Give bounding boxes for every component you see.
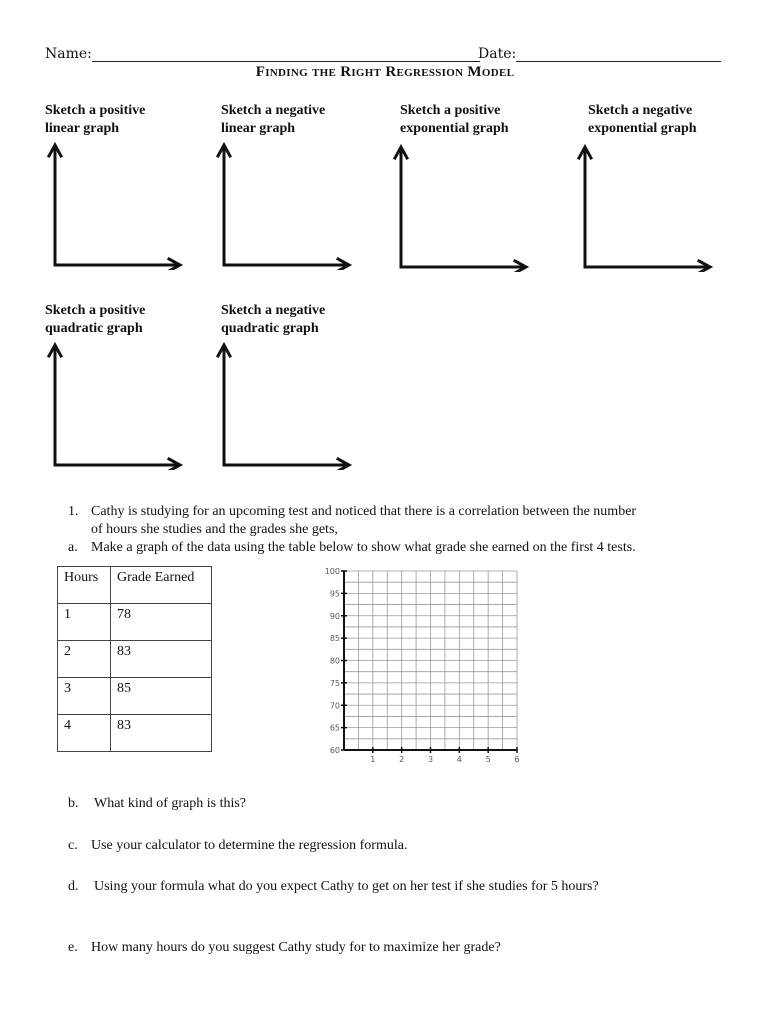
y-tick-label: 75 <box>329 678 340 688</box>
date-row <box>478 46 721 62</box>
table-cell-hours: 3 <box>58 678 111 715</box>
question-e-letter: e. <box>68 940 78 955</box>
sketch-label-negative-exponential <box>588 102 697 138</box>
sketch-axes-negative-linear[interactable] <box>214 140 364 270</box>
sketch-label-positive-exponential <box>400 102 509 138</box>
table-row <box>58 604 212 641</box>
table-cell-hours: 4 <box>58 715 111 752</box>
question-b-letter: b. <box>68 796 79 811</box>
sketch-label-line1: Sketch a positive <box>45 103 146 118</box>
page-title: Finding the Right Regression Model <box>255 64 515 80</box>
table-header-grade: Grade Earned <box>111 567 212 604</box>
grade-graph-grid[interactable] <box>320 564 530 766</box>
question-1-line1: Cathy is studying for an upcoming test and noticed that there is a correlation between the number <box>91 504 637 519</box>
name-label: Name: <box>45 46 92 62</box>
sketch-label-line1: Sketch a negative <box>588 103 693 118</box>
sketch-axes-positive-exponential[interactable] <box>391 142 541 272</box>
x-tick-label: 4 <box>456 755 462 764</box>
sketch-label-line1: Sketch a positive <box>400 103 501 118</box>
table-cell-grade: 83 <box>111 641 212 678</box>
question-1-text <box>91 503 751 539</box>
y-tick-label: 65 <box>329 723 340 733</box>
sketch-label-line2: quadratic graph <box>45 321 143 336</box>
x-tick-label: 5 <box>485 755 491 764</box>
table-cell-grade: 78 <box>111 604 212 641</box>
date-label: Date: <box>478 46 517 62</box>
question-1a-text: Make a graph of the data using the table below to show what grade she earned on the first 4 tests. <box>91 540 636 555</box>
question-b-text: What kind of graph is this? <box>94 796 247 811</box>
name-field[interactable] <box>92 47 480 62</box>
table-row <box>58 678 212 715</box>
sketch-label-negative-quadratic <box>221 302 325 338</box>
table-cell-grade: 83 <box>111 715 212 752</box>
question-1-line2: of hours she studies and the grades she gets, <box>91 522 338 537</box>
x-tick-label: 6 <box>514 755 520 764</box>
table-row <box>58 715 212 752</box>
sketch-label-positive-linear <box>45 102 145 138</box>
table-cell-grade: 85 <box>111 678 212 715</box>
sketch-label-line2: quadratic graph <box>221 321 319 336</box>
y-tick-label: 60 <box>329 746 340 755</box>
table-header-hours: Hours <box>58 567 111 604</box>
sketch-axes-positive-linear[interactable] <box>45 140 195 270</box>
sketch-label-negative-linear <box>221 102 325 138</box>
sketch-axes-positive-quadratic[interactable] <box>45 340 195 470</box>
question-c-text: Use your calculator to determine the regression formula. <box>91 838 408 853</box>
question-d-text: Using your formula what do you expect Cathy to get on her test if she studies for 5 hours? <box>94 879 599 894</box>
sketch-label-positive-quadratic <box>45 302 145 338</box>
sketch-axes-negative-exponential[interactable] <box>575 142 725 272</box>
sketch-label-line2: exponential graph <box>400 121 509 136</box>
x-tick-label: 1 <box>370 755 376 764</box>
sketch-label-line1: Sketch a negative <box>221 303 326 318</box>
y-tick-label: 95 <box>329 589 340 599</box>
y-tick-label: 85 <box>329 634 340 644</box>
sketch-label-line2: exponential graph <box>588 121 697 136</box>
date-field[interactable] <box>516 47 721 62</box>
y-tick-label: 90 <box>329 611 340 621</box>
sketch-label-line2: linear graph <box>45 121 120 136</box>
y-tick-label: 80 <box>329 656 340 666</box>
table-row <box>58 641 212 678</box>
sketch-label-line1: Sketch a negative <box>221 103 326 118</box>
y-tick-label: 70 <box>329 701 340 711</box>
sketch-label-line2: linear graph <box>221 121 296 136</box>
sketch-label-line1: Sketch a positive <box>45 303 146 318</box>
table-header-row <box>58 567 212 604</box>
x-tick-label: 3 <box>427 755 434 764</box>
question-c-letter: c. <box>68 838 78 853</box>
sketch-axes-negative-quadratic[interactable] <box>214 340 364 470</box>
y-tick-label: 100 <box>324 567 340 576</box>
x-tick-label: 2 <box>399 755 405 764</box>
question-d-letter: d. <box>68 879 79 894</box>
question-1-number: 1. <box>68 504 79 519</box>
data-table <box>57 566 212 752</box>
name-row <box>45 46 480 62</box>
table-cell-hours: 2 <box>58 641 111 678</box>
question-1a-letter: a. <box>68 540 78 555</box>
table-cell-hours: 1 <box>58 604 111 641</box>
question-e-text: How many hours do you suggest Cathy study for to maximize her grade? <box>91 940 501 955</box>
